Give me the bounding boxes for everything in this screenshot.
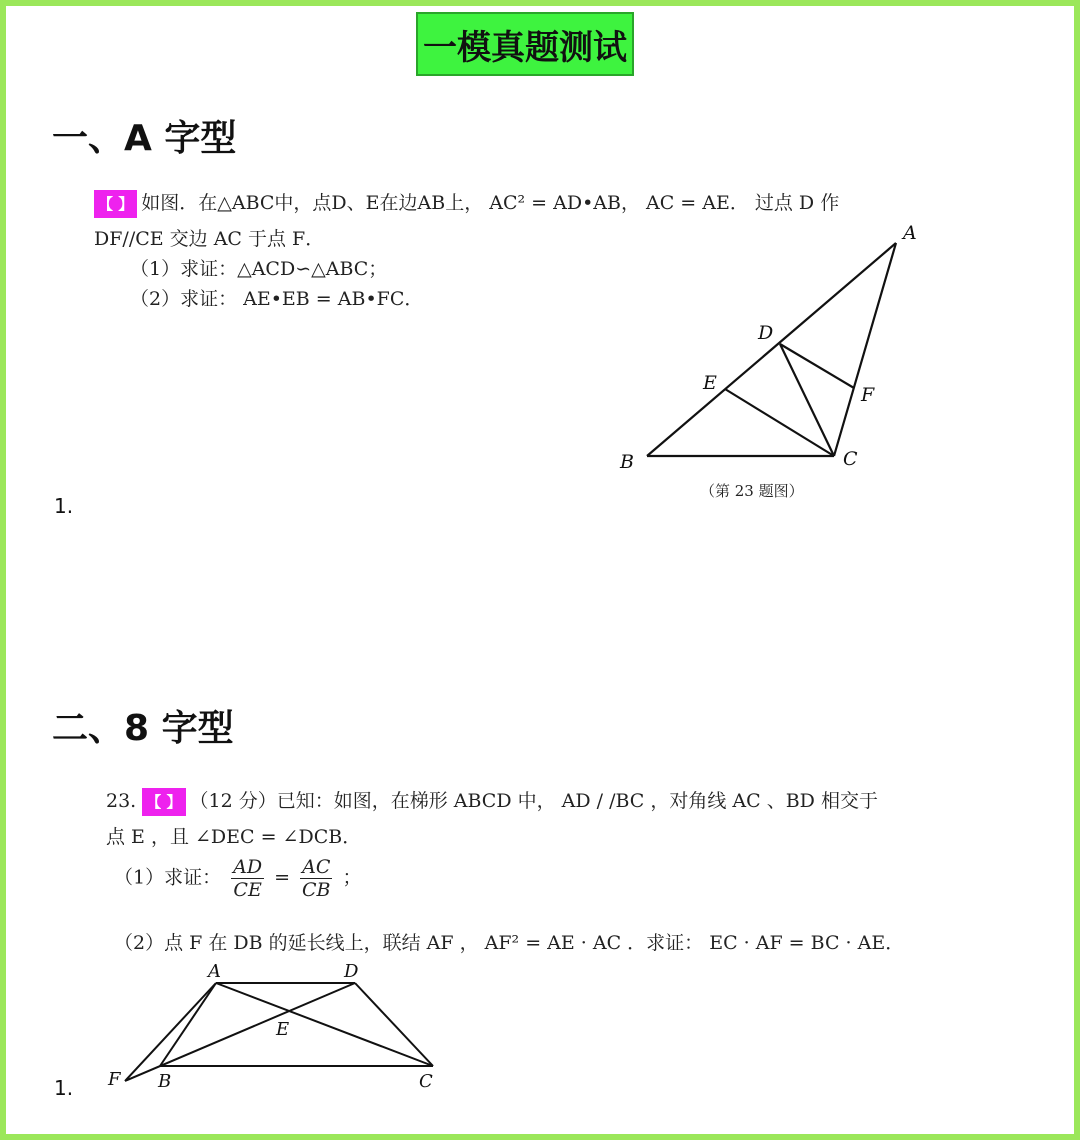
section1-source-tag: 【 】	[94, 190, 137, 218]
section1-figure	[600, 215, 960, 515]
fraction2-numerator: AC	[302, 856, 331, 878]
section2-heading: 二、8 字型	[52, 708, 234, 749]
fraction1-denominator: CE	[233, 879, 262, 901]
label2-E: E	[276, 1019, 290, 1040]
section2-part1-prefix: （1）求证：	[114, 866, 222, 889]
section1-part2: （2）求证： AE•EB = AB•FC．	[130, 288, 424, 310]
fraction-ad-ce	[231, 856, 264, 901]
fraction1-numerator: AD	[233, 856, 263, 878]
label-A: A	[903, 222, 917, 244]
section2-question-line2: 点 E ，且 ∠DEC = ∠DCB．	[106, 826, 362, 848]
label-C: C	[843, 448, 858, 470]
section2-line1-text: （12 分）已知：如图，在梯形 ABCD 中， AD / /BC ，对角线 AC 、BD 相交于	[189, 790, 878, 812]
segment-AC	[834, 243, 896, 456]
label-D: D	[758, 322, 774, 344]
fraction2-denominator: CB	[302, 879, 331, 901]
label2-A: A	[208, 961, 221, 982]
section1-part1: （1）求证：△ACD∽△ABC；	[130, 258, 388, 280]
section1-heading: 一、A 字型	[52, 118, 237, 159]
section1-answer-number: 1.	[54, 494, 74, 518]
section2-answer-number: 1.	[54, 1076, 74, 1100]
figure-caption: （第 23 题图）	[700, 482, 804, 500]
section1-question-line2: DF//CE 交边 AC 于点 F．	[94, 228, 325, 250]
section2-part1-suffix: ；	[342, 866, 362, 889]
label2-C: C	[419, 1071, 433, 1092]
label2-F: F	[108, 1069, 121, 1090]
section2-question-number: 23.	[106, 790, 137, 812]
label2-B: B	[158, 1071, 172, 1092]
section2-figure	[100, 955, 460, 1095]
label-E: E	[703, 372, 717, 394]
section2-part1: （1）求证： $\frac{AD}{CE}$ = $\frac{AC}{CB}$ ；	[114, 856, 362, 901]
segment-BA	[647, 243, 896, 456]
label-B: B	[620, 451, 634, 473]
section1-line1-text: 如图．在△ABC中，点D、E在边AB上， AC² = AD•AB， AC = AE． 过点 D 作	[141, 192, 840, 214]
fraction-ac-cb	[300, 856, 332, 901]
section2-part2: （2）点 F 在 DB 的延长线上，联结 AF ， AF² = AE · AC ．求证： EC · AF = BC · AE．	[114, 932, 905, 954]
label2-D: D	[344, 961, 359, 982]
segment-DC	[355, 983, 433, 1066]
section2-question-line1	[106, 786, 878, 816]
section1-question-line1	[94, 188, 839, 218]
section2-source-tag: 【 】	[142, 788, 185, 816]
label-F: F	[861, 384, 875, 406]
page-title: 一模真题测试	[416, 12, 634, 76]
